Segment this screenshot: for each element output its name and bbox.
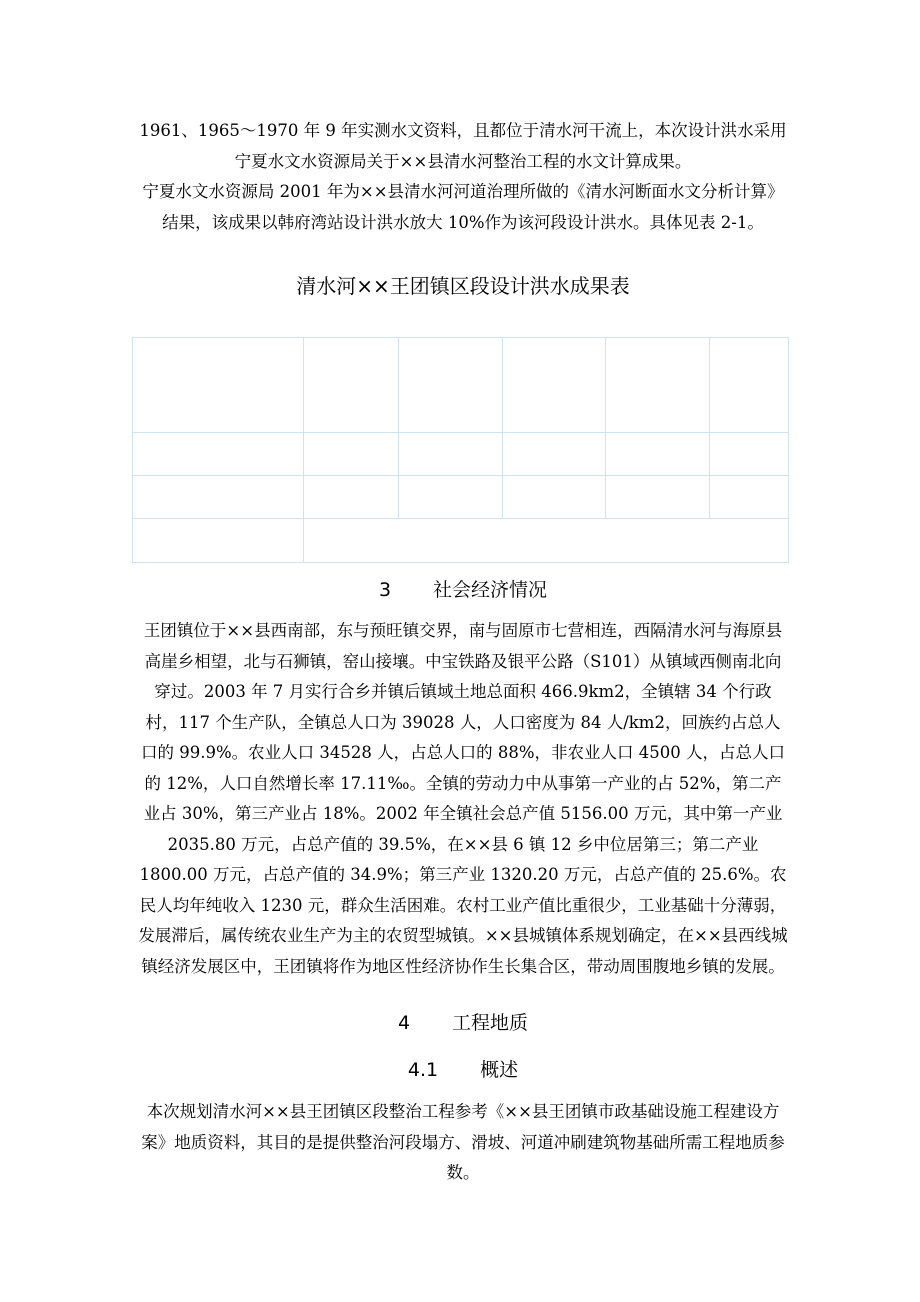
table-cell	[503, 338, 606, 433]
table-cell	[606, 476, 710, 519]
table-row	[133, 519, 789, 563]
table-cell	[503, 476, 606, 519]
paragraph-hydrology-intro: 1961、1965～1970 年 9 年实测水文资料，且都位于清水河干流上，本次设计洪水采用宁夏水文水资源局关于××县清水河整治工程的水文计算成果。	[139, 121, 787, 171]
table-row	[133, 433, 789, 476]
table-cell	[503, 433, 606, 476]
section-number: 4.1	[407, 1059, 439, 1081]
table-cell	[133, 338, 304, 433]
section-heading-4-1	[138, 1055, 788, 1082]
section-number: 4	[397, 1012, 411, 1034]
table-cell	[399, 433, 503, 476]
section-title: 工程地质	[452, 1012, 529, 1034]
table-cell	[710, 433, 789, 476]
table-cell	[133, 476, 304, 519]
paragraph-socioeconomic: 王团镇位于××县西南部，东与预旺镇交界，南与固原市七营相连，西隔清水河与海原县高崖乡相望，北与石狮镇，窑山接壤。中宝铁路及银平公路（S101）从镇域西侧南北向穿过。2003 年 7 月实行合乡并镇后镇域土地总面积 466.9km2，全镇辖 34 个行政村，117 个生产队，全镇总人口为 39028 人，人口密度为 84 人/km2，回族约占总人口的 99.9%。农业人口 34528 人，占总人口的 88%，非农业人口 4500 人，占总人口的 12%，人口自然增长率 17.11‰。全镇的劳动力中从事第一产业的占 52%，第二产业占 30%，第三产业占 18%。2002 年全镇社会总产值 5156.00 万元，其中第一产业 2035.80 万元，占总产值的 39.5%，在××县 6 镇 12 乡中位居第三；第二产业 1800.00 万元，占总产值的 34.9%；第三产业 1320.20 万元，占总产值的 25.6%。农民人均年纯收入 1230 元，群众生活困难。农村工业产值比重很少，工业基础十分薄弱，发展滞后，属传统农业生产为主的农贸型城镇。××县城镇体系规划确定，在××县西线城镇经济发展区中，王团镇将作为地区性经济协作生长集合区，带动周围腹地乡镇的发展。	[138, 621, 788, 976]
table-cell	[304, 476, 399, 519]
table-cell-merged	[304, 519, 789, 563]
section-number: 3	[378, 579, 392, 601]
table-cell	[133, 519, 304, 563]
table-cell	[399, 476, 503, 519]
table-row	[133, 476, 789, 519]
paragraph-geology-overview: 本次规划清水河××县王团镇区段整治工程参考《××县王团镇市政基础设施工程建设方案》地质资料，其目的是提供整治河段塌方、滑坡、河道冲刷建筑物基础所需工程地质参数。	[141, 1102, 785, 1182]
table-cell	[304, 338, 399, 433]
table-cell	[606, 433, 710, 476]
section-heading-4	[138, 1008, 788, 1035]
table-cell	[304, 433, 399, 476]
flood-results-table	[132, 337, 789, 563]
table-title: 清水河××王团镇区段设计洪水成果表	[296, 274, 630, 298]
section-title: 社会经济情况	[433, 579, 548, 601]
section-heading-3	[138, 575, 788, 602]
table-cell	[710, 338, 789, 433]
table-row	[133, 338, 789, 433]
table-cell	[710, 476, 789, 519]
table-cell	[133, 433, 304, 476]
table-cell	[399, 338, 503, 433]
table-cell	[606, 338, 710, 433]
section-title: 概述	[480, 1059, 519, 1081]
paragraph-design-flood: 宁夏水文水资源局 2001 年为××县清水河河道治理所做的《清水河断面水文分析计算》结果，该成果以韩府湾站设计洪水放大 10%作为该河段设计洪水。具体见表 2-1。	[142, 182, 784, 232]
